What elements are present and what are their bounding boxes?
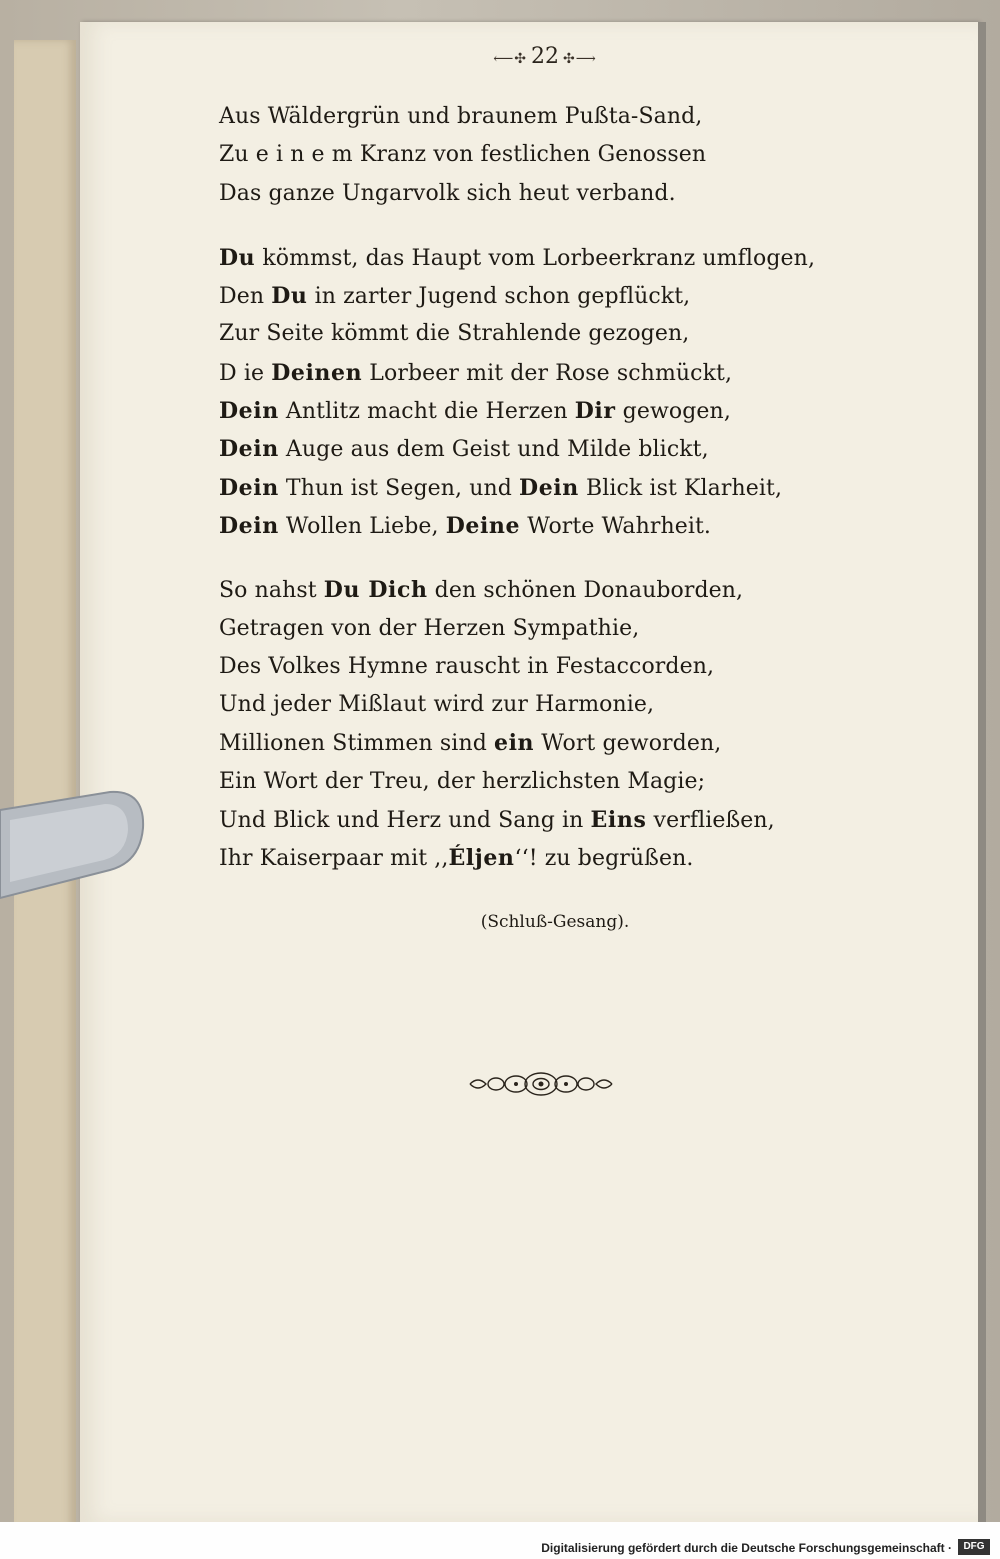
poem-line [219,507,779,545]
line-text: in zarter Jugend schon gepflückt, [307,284,691,310]
dfg-credit: Digitalisierung gefördert durch die Deutsche Forschungsgemeinschaft · [541,1541,952,1555]
poem-line [219,430,779,468]
line-text: Ein Wort der Treu, der herzlichsten Magie; [219,768,706,794]
emphasis-word: ein [494,730,535,757]
poem-line [219,469,783,507]
line-text: Auge aus dem Geist und Milde blickt, [278,437,709,463]
line-text: Ihr Kaiserpaar mit ,, [219,846,449,872]
poem-line [219,98,779,136]
poem-line [219,610,779,648]
poem-text [219,98,816,904]
stanza [219,98,779,213]
line-text: Und Blick und Herz und Sang in [219,808,591,834]
emphasis-word: Eins [590,807,647,834]
line-text: D ie [219,360,272,386]
emphasis-word: Dein [219,512,279,539]
line-text: Antlitz macht die Herzen [278,399,575,425]
line-text: Getragen von der Herzen Sympathie, [219,615,640,641]
poem-line [219,392,779,430]
dfg-logo-icon: DFG [958,1539,990,1555]
page-right-edge [978,22,986,1522]
line-text: Thun ist Segen, und [278,475,520,501]
poem-line [219,839,779,877]
ornament-left-icon: ⟵✣ [493,51,527,67]
book-spine-edge [14,40,76,1530]
line-text: Das ganze Ungarvolk sich heut verband. [219,180,676,206]
poem-line [219,354,779,392]
poem-line [219,686,779,724]
line-text: Zu [219,142,256,168]
poem-line [219,801,779,839]
line-text: Zur Seite kömmt die Strahlende gezogen, [219,321,690,347]
ornament-right-icon: ✣⟶ [563,51,597,67]
page-number: ⟵✣ 22 ✣⟶ [493,44,597,69]
emphasis-word: Du [219,244,256,271]
line-text: den schönen Donauborden, [427,578,744,604]
end-note: (Schluß-Gesang). [480,912,630,932]
line-text: Des Volkes Hymne rauscht in Festaccorden, [219,653,715,679]
line-text: Blick ist Klarheit, [578,475,783,501]
line-text: Worte Wahrheit. [520,513,712,539]
line-text: kömmst, das Haupt vom Lorbeerkranz umflogen, [255,245,816,271]
line-text: verfließen, [646,808,775,834]
stanza [219,571,779,877]
ornament-vignette-icon [466,1066,616,1102]
line-text: e i n e m [255,142,353,168]
poem-line [219,648,779,686]
emphasis-word: Dein [219,474,279,501]
line-text: Wollen Liebe, [278,513,446,539]
emphasis-word: Éljen [448,845,515,872]
line-text: Den [219,284,272,310]
line-text: Millionen Stimmen sind [219,731,494,757]
line-text: Wort geworden, [534,731,722,757]
line-text: Und jeder Mißlaut wird zur Harmonie, [219,692,655,718]
line-text: ‘‘! zu begrüßen. [514,846,694,872]
emphasis-word: Du Dich [323,577,428,604]
line-text: Aus Wäldergrün und braunem Pußta-Sand, [219,104,703,129]
line-text: So nahst [219,578,324,604]
poem-line [219,724,779,762]
emphasis-word: Dein [519,474,579,501]
stanza [219,239,816,545]
poem-line [219,277,779,315]
emphasis-word: Du [271,283,308,310]
poem-line [219,175,779,213]
poem-line [219,239,816,277]
line-text: Kranz von festlichen Genossen [352,142,707,168]
emphasis-word: Deinen [271,359,363,386]
line-text: Lorbeer mit der Rose schmückt, [362,360,733,386]
scanner-finger-image [0,790,145,900]
emphasis-word: Dein [219,436,279,463]
poem-line [219,136,779,174]
poem-line [219,571,779,609]
emphasis-word: Deine [445,512,521,539]
line-text: gewogen, [615,399,731,425]
poem-line [219,763,779,801]
emphasis-word: Dein [219,398,279,425]
emphasis-word: Dir [574,398,616,425]
poem-line [219,315,779,353]
